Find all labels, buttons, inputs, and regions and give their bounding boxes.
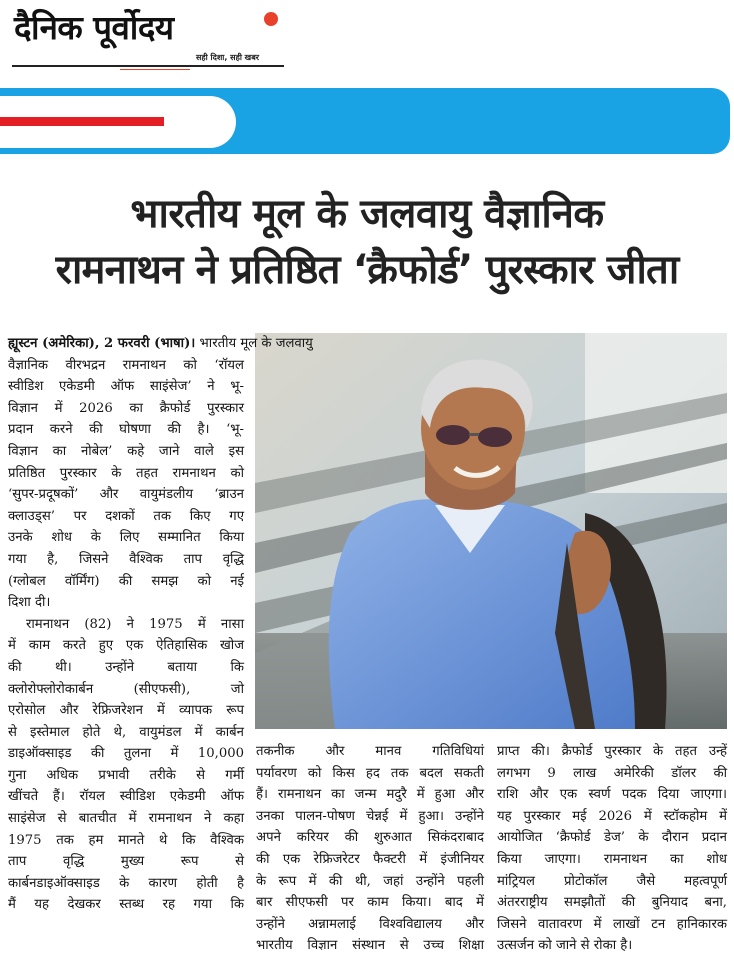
article-line: 1975 तक हम मानते थे कि वैश्विक — [8, 832, 244, 848]
dateline: ह्यूस्टन (अमेरिका), 2 फरवरी (भाषा)। भारतीय मूल के जलवायु — [8, 336, 313, 351]
article-line: राशि और एक स्वर्ण पदक दिया जाएगा। — [497, 787, 727, 803]
article-line: हैं। रामनाथन का जन्म मदुरै में हुआ और — [256, 787, 484, 803]
headline-line-1: भारतीय मूल के जलवायु वैज्ञानिक — [130, 191, 604, 237]
logo-sun-icon — [264, 12, 278, 26]
article-line: साइंसेज से बातचीत में रामनाथन ने कहा — [8, 811, 244, 827]
article-line: विज्ञान का नोबेल’ कहे जाने वाले इस — [8, 443, 244, 459]
article-line: से इस्तेमाल होते थे, वायुमंडल में कार्बन — [8, 724, 244, 740]
article-line: उत्सर्जन को जाने से रोका है। — [497, 938, 633, 954]
article-line: किया जाएगा। रामनाथन का शोध — [497, 851, 727, 867]
masthead-tagline: सही दिशा, सही खबर — [196, 53, 260, 62]
article-line: बार सीएफसी पर काम किया। बाद में — [256, 895, 484, 911]
newspaper-logo: दैनिक पूर्वोदय — [14, 8, 174, 47]
article-line: एरोसोल और रेफ्रिजरेशन में व्यापक रूप — [8, 703, 244, 719]
article-line: विज्ञान में 2026 का क्रैफोर्ड पुरस्कार — [8, 400, 244, 416]
article-column-3 — [497, 741, 727, 957]
article-line: (ग्लोबल वॉर्मिंग) की समझ को नई — [8, 573, 244, 589]
article-headline — [0, 186, 734, 298]
article-line: भारतीय विज्ञान संस्थान से उच्च शिक्षा — [256, 938, 484, 954]
article-line: की एक रेफ्रिजरेटर फैक्टरी में इंजीनियर — [256, 851, 484, 867]
article-line: ‘सुपर-प्रदूषकों’ और वायुमंडलीय ‘ब्राउन — [8, 487, 244, 503]
masthead-rule — [12, 65, 284, 67]
article-line: यह पुरस्कार मई 2026 में स्टॉकहोम में — [497, 808, 727, 824]
headline-line-2: रामनाथन ने प्रतिष्ठित ‘क्रैफोर्ड’ पुरस्कार जीता — [55, 247, 679, 293]
article-line: प्रतिष्ठित पुरस्कार के तहत रामनाथन को — [8, 465, 244, 481]
article-line: गया है, जिसने वैश्विक ताप वृद्धि — [8, 551, 244, 567]
article-line: उन्होंने अन्नामलाई विश्वविद्यालय और — [256, 916, 484, 932]
article-line: मैं यह देखकर स्तब्ध रह गया कि — [8, 897, 244, 913]
article-line: आयोजित ‘क्रैफोर्ड डेज’ के दौरान प्रदान — [497, 830, 727, 846]
article-line: अपने करियर की शुरुआत सिकंदराबाद — [256, 830, 484, 846]
article-line: गुना अधिक प्रभावी तरीके से गर्मी — [8, 767, 244, 783]
article-line: उनके शोध के लिए सम्मानित किया — [8, 530, 244, 546]
article-line: प्रदान करने की घोषणा की है। ‘भू- — [8, 422, 244, 438]
article-line: लगभग 9 लाख अमेरिकी डॉलर की — [497, 765, 727, 781]
article-line: उनका पालन-पोषण चेन्नई में हुआ। उन्होंने — [256, 808, 484, 824]
article-line: दिशा दी। — [8, 595, 51, 611]
article-line: कार्बनडाइऑक्साइड के कारण होती है — [8, 875, 244, 891]
article-line: रामनाथन (82) ने 1975 में नासा — [26, 616, 244, 632]
article-line: क्लोरोफ्लोरोकार्बन (सीएफसी), जो — [8, 681, 244, 697]
article-line: पर्यावरण को किस हद तक बदल सकती — [256, 765, 484, 781]
masthead — [0, 0, 734, 82]
article-column-1 — [8, 333, 313, 916]
article-line: जिसने वातावरण में लाखों टन हानिकारक — [497, 916, 727, 932]
article-line: में काम करते हुए एक ऐतिहासिक खोज — [8, 638, 244, 654]
article-line: मांट्रियल प्रोटोकॉल जैसे महत्वपूर्ण — [497, 873, 727, 889]
article-line: के रूप में की थी, जहां उन्होंने पहली — [256, 873, 484, 889]
section-banner-stripe — [0, 117, 164, 126]
article-line: स्वीडिश एकेडमी ऑफ साइंसेज’ ने भू- — [8, 379, 244, 395]
article-line: प्राप्त की। क्रैफोर्ड पुरस्कार के तहत उन्हें — [497, 744, 727, 759]
article-line: अंतरराष्ट्रीय समझौतों की बुनियाद बना, — [497, 895, 727, 911]
article-line: डाइऑक्साइड की तुलना में 10,000 — [8, 746, 244, 762]
article-line: ताप वृद्धि मुख्य रूप से — [8, 854, 244, 870]
article-line: की थी। उन्होंने बताया कि — [8, 659, 244, 675]
masthead-rule-accent — [120, 69, 190, 70]
article-line: खींचते हैं। रॉयल स्वीडिश एकेडमी ऑफ — [8, 789, 244, 805]
article-column-2 — [256, 741, 484, 957]
article-photo — [255, 333, 727, 729]
article-line: तकनीक और मानव गतिविधियां — [256, 744, 484, 759]
article-line: वैज्ञानिक वीरभद्रन रामनाथन को ‘रॉयल — [8, 357, 244, 373]
article-line: क्लाउड्स’ पर दशकों तक किए गए — [8, 508, 244, 524]
